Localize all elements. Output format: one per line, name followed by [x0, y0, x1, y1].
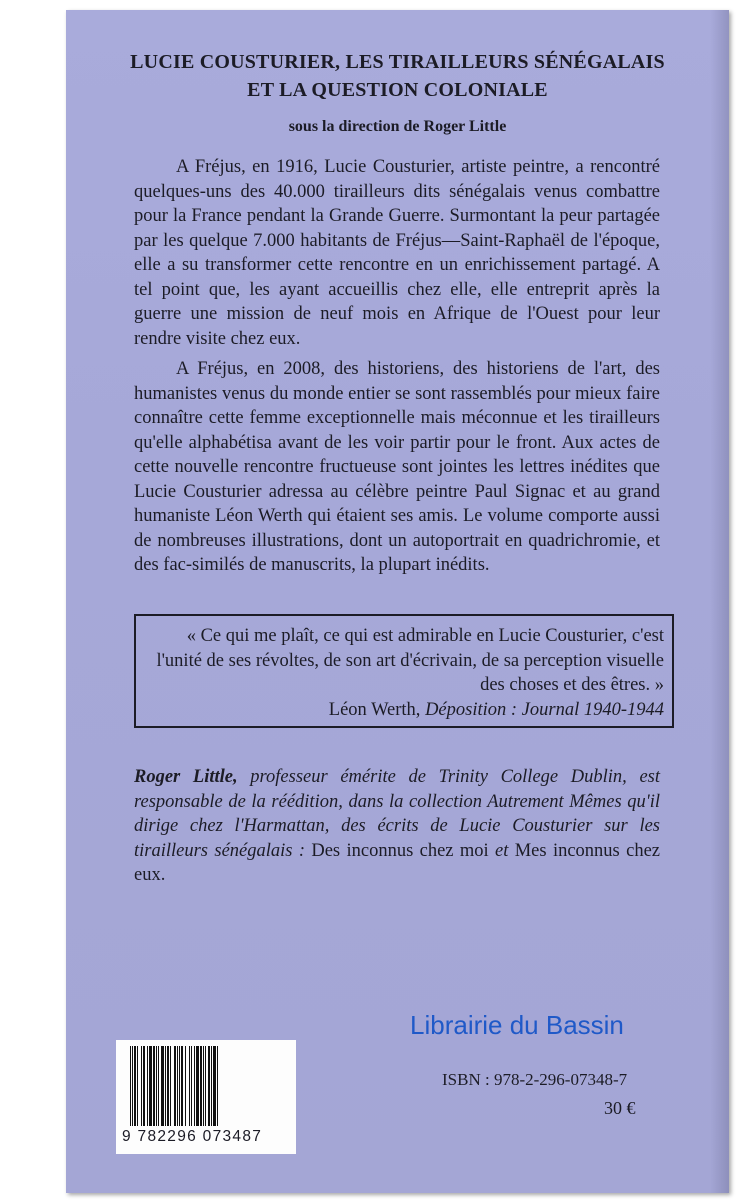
book-title [66, 48, 729, 104]
blurb-paragraph-1: A Fréjus, en 1916, Lucie Cousturier, artiste peintre, a rencontré quelques-uns des 40.000 tirailleurs dits sénégalais venus combattre pour la France pendant la Grande Guerre. Surmontant la peur partagée par les quelque 7.000 habitants de Fréjus—Saint-Raphaël de l'époque, elle a su transformer cette rencontre en un enrichissement partagé. A tel point que, les ayant accueillis chez elle, elle entreprit après la guerre une mission de neuf mois en Afrique de l'Ouest pour leur rendre visite chez eux. [134, 157, 660, 349]
barcode [116, 1040, 296, 1154]
barcode-bars [130, 1046, 290, 1126]
barcode-bar [218, 1046, 219, 1126]
bio-name: Roger Little, [134, 767, 238, 787]
book-subtitle: sous la direction de Roger Little [288, 118, 507, 135]
author-bio [134, 765, 660, 888]
blurb [134, 155, 660, 584]
barcode-digits: 9 782296 073487 [122, 1128, 263, 1145]
book-title-line-1: LUCIE COUSTURIER, LES TIRAILLEURS SÉNÉGALAIS [130, 51, 665, 73]
cover-spine-shadow [710, 10, 729, 1193]
quote-text: « Ce qui me plaît, ce qui est admirable en Lucie Cousturier, c'est l'unité de ses révoltes, de son art d'écrivain, de sa perception visuelle des choses et des êtres. » [156, 626, 664, 695]
quote-author: Léon Werth, [328, 699, 426, 720]
quote-box [134, 614, 674, 728]
blurb-paragraph-2: A Fréjus, en 2008, des historiens, des historiens de l'art, des humanistes venus du monde entier se sont rassemblés pour mieux faire connaître cette femme exceptionnelle mais méconnue et les tirailleurs qu'elle alphabétisa avant de les voir partir pour le front. Aux actes de cette nouvelle rencontre fructueuse sont jointes les lettres inédites que Lucie Cousturier adressa au célèbre peintre Paul Signac et au grand humaniste Léon Werth qui étaient ses amis. Le volume comporte aussi de nombreuses illustrations, dont un autoportrait en quadrichromie, et des fac-similés de manuscrits, la plupart inédits. [134, 359, 660, 575]
quote-attribution [144, 698, 664, 723]
quote-source: Déposition : Journal 1940-1944 [425, 699, 664, 720]
bookseller-stamp: Librairie du Bassin [410, 1010, 624, 1040]
bio-text: professeur émérite de Trinity College Dublin, est responsable de la réédition, dans la collection Autrement Mêmes qu'il dirige chez l'Harmattan, des écrits de Lucie Cousturier sur les tirailleurs sénégalais : [134, 767, 660, 861]
book-title-line-2: ET LA QUESTION COLONIALE [247, 79, 548, 101]
bio-title-2: Mes inconnus chez eux. [134, 840, 660, 885]
isbn: ISBN : 978-2-296-07348-7 [442, 1070, 628, 1089]
bio-conjunction: et [495, 840, 509, 861]
price: 30 € [604, 1098, 636, 1118]
bio-title-1: Des inconnus chez moi [304, 840, 496, 861]
